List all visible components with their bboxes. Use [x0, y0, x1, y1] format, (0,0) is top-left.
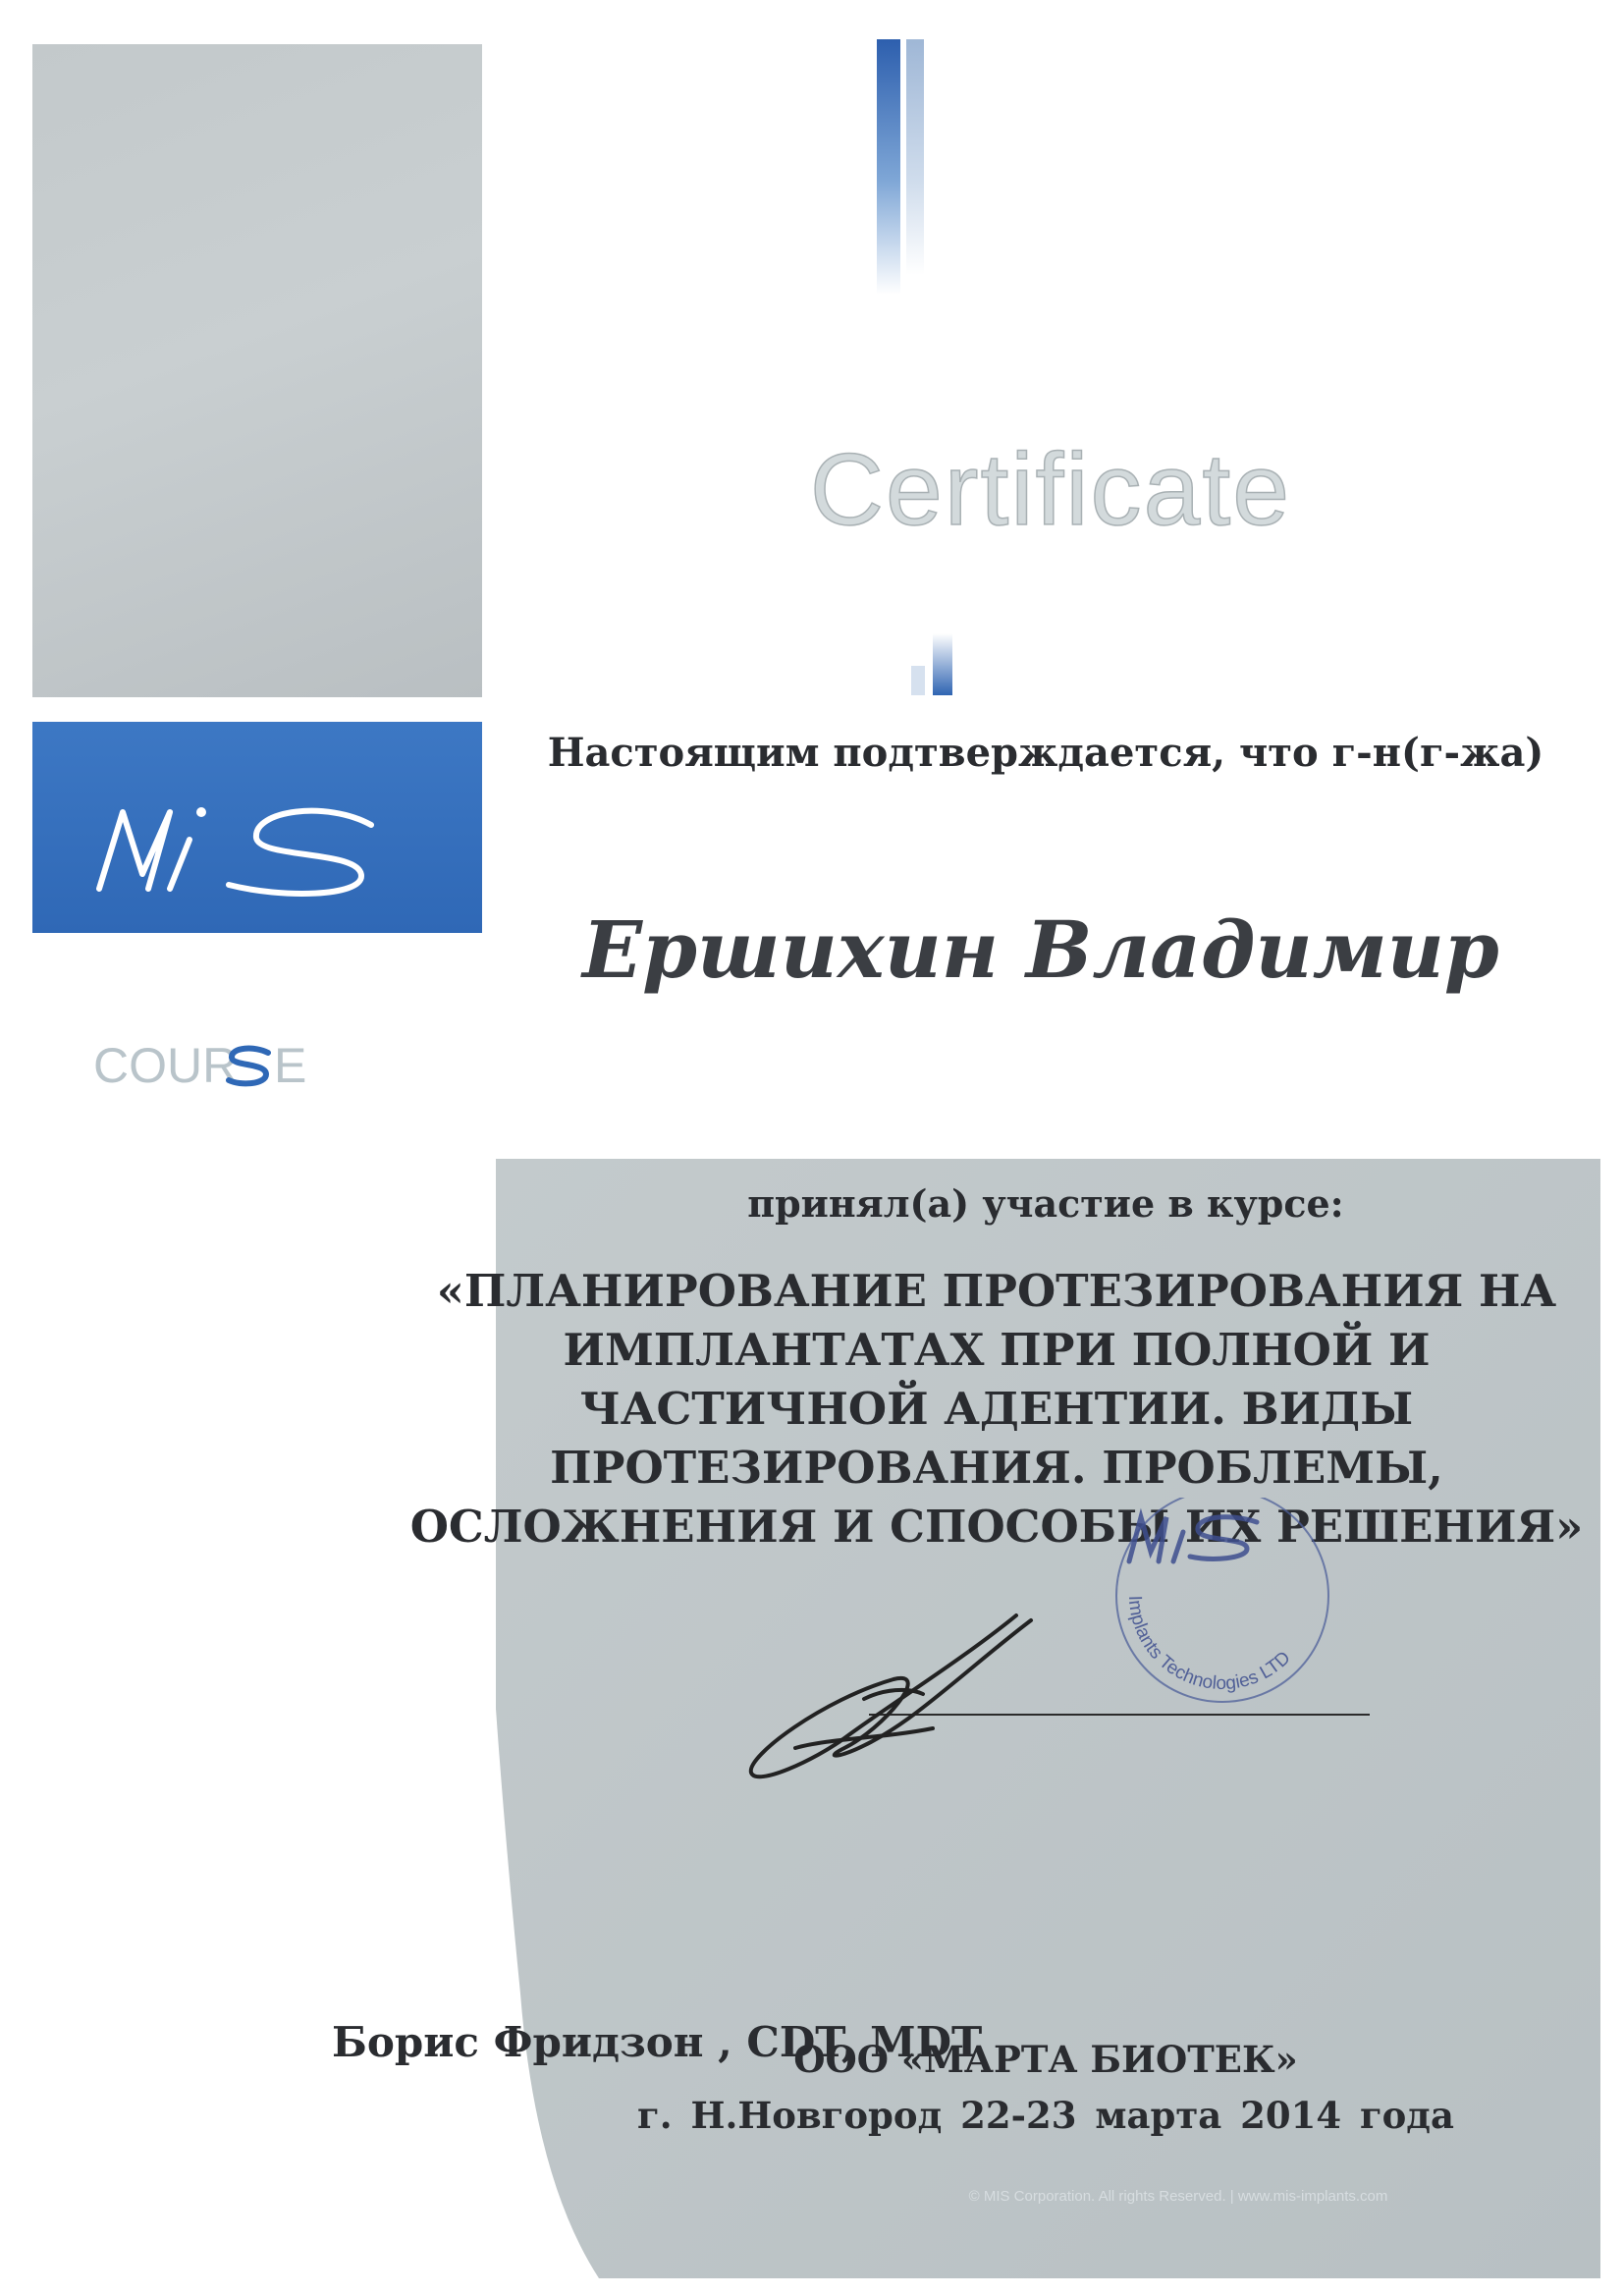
signature — [736, 1571, 1060, 1807]
course-title-line: ИМПЛАНТАТАХ ПРИ ПОЛНОЙ И — [563, 1324, 1431, 1376]
footer-copyright: © MIS Corporation. All rights Reserved. | www.mis-implants.com — [968, 2188, 1388, 2205]
certificate-title: Certificate — [809, 433, 1292, 547]
city-and-date: г. Н.Новгород 22-23 марта 2014 года — [637, 2094, 1454, 2137]
course-title-line: «ПЛАНИРОВАНИЕ ПРОТЕЗИРОВАНИЯ НА — [436, 1265, 1557, 1317]
course-title-line: ПРОТЕЗИРОВАНИЯ. ПРОБЛЕМЫ, — [550, 1442, 1443, 1494]
course-logo — [93, 1021, 388, 1100]
company-stamp — [1090, 1498, 1365, 1709]
participation-text: принял(а) участие в курсе: — [747, 1181, 1344, 1226]
decorative-bars — [874, 39, 933, 295]
svg-text:COUR: COUR — [93, 1038, 239, 1093]
course-title-line: ОСЛОЖНЕНИЯ И СПОСОБЫ ИХ РЕШЕНИЯ» — [409, 1501, 1584, 1553]
mis-logo — [32, 722, 482, 933]
recipient-name: Ершихин Владимир — [582, 903, 1499, 996]
svg-text:E: E — [274, 1038, 307, 1093]
decorative-small-bars — [903, 629, 972, 697]
stamp-text: Implants Technologies LTD — [1123, 1595, 1295, 1695]
organization-name: ООО «МАРТА БИОТЕК» — [793, 2038, 1298, 2081]
course-title-line: ЧАСТИЧНОЙ АДЕНТИИ. ВИДЫ — [579, 1383, 1414, 1435]
grey-panel-top — [32, 44, 482, 697]
confirmation-text: Настоящим подтверждается, что г-н(г-жа) — [547, 730, 1544, 776]
course-title — [373, 1262, 1620, 1557]
signer-name: Борис Фридзон , CDT, MDT — [332, 2018, 983, 2066]
mis-logo-box — [32, 722, 482, 933]
svg-text:Implants Technologies LTD — [1124, 1595, 1295, 1694]
